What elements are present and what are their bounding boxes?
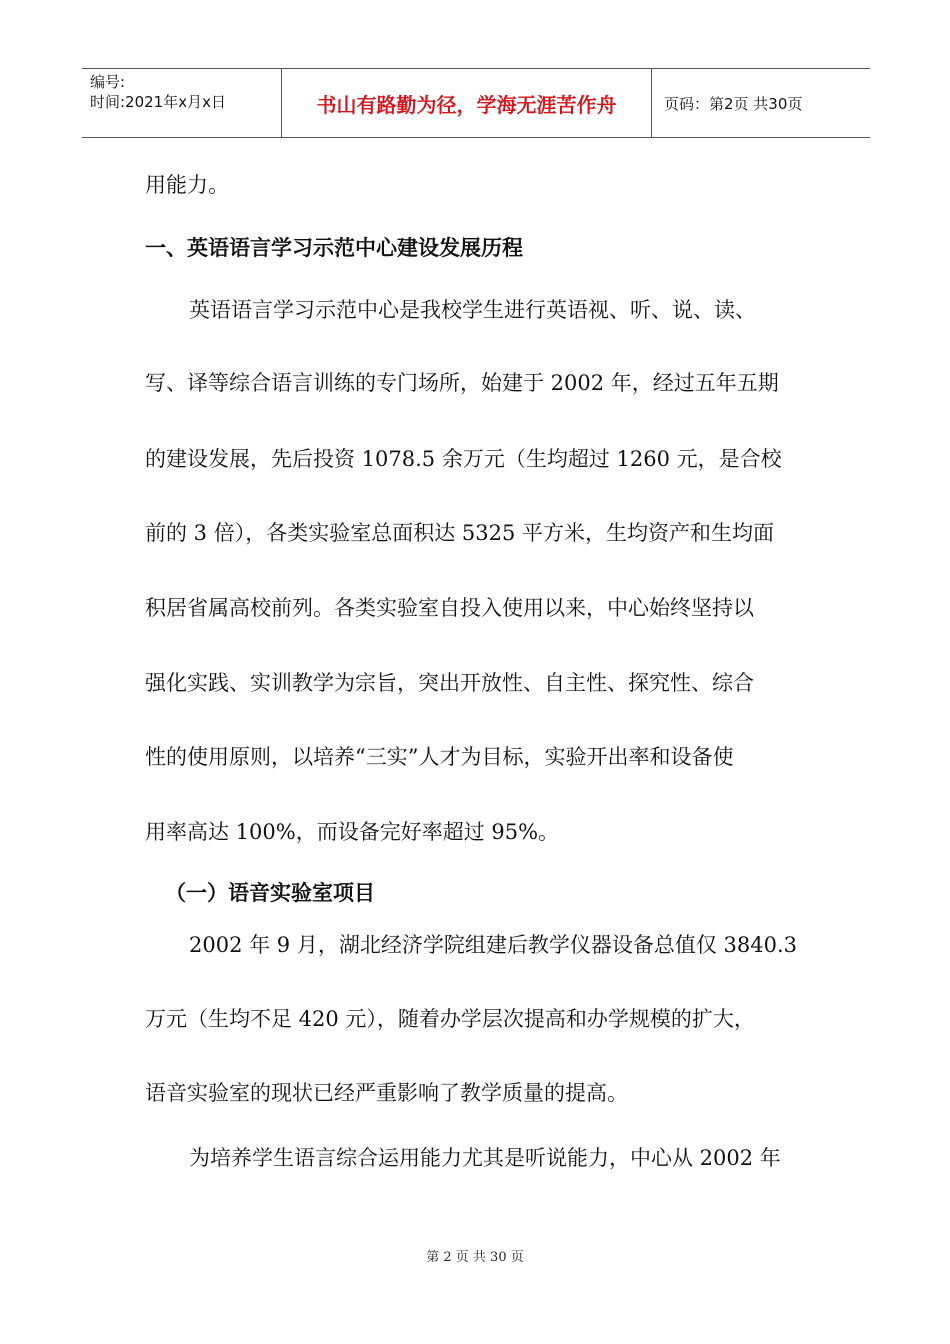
body-line: 强化实践、实训教学为宗旨，突出开放性、自主性、探究性、综合: [145, 671, 754, 695]
date-label: 时间:2021年x月x日: [90, 93, 226, 111]
body-line: 写、译等综合语言训练的专门场所，始建于 2002 年，经过五年五期: [145, 371, 779, 395]
header-table: [82, 68, 870, 138]
header-meta-cell: [82, 69, 282, 137]
body-line: 用能力。: [145, 173, 229, 197]
body-line: 语音实验室的现状已经严重影响了教学质量的提高。: [145, 1081, 628, 1105]
body-line: 用率高达 100%，而设备完好率超过 95%。: [145, 820, 560, 844]
header-motto: 书山有路勤为径，学海无涯苦作舟: [282, 69, 652, 137]
body-line: 的建设发展，先后投资 1078.5 余万元（生均超过 1260 元，是合校: [145, 447, 782, 471]
body-line: 前的 3 倍），各类实验室总面积达 5325 平方米，生均资产和生均面: [145, 521, 775, 545]
page-footer: 第 2 页 共 30 页: [426, 1250, 524, 1265]
header-page-info: 页码：第2页 共30页: [664, 94, 803, 113]
section-heading: 一、英语语言学习示范中心建设发展历程: [145, 236, 523, 260]
body-line: 英语语言学习示范中心是我校学生进行英语视、听、说、读、: [189, 298, 756, 322]
body-line: 性的使用原则，以培养“三实”人才为目标，实验开出率和设备使: [145, 745, 734, 769]
number-label: 编号:: [90, 73, 126, 91]
body-line: 积居省属高校前列。各类实验室自投入使用以来，中心始终坚持以: [145, 596, 754, 620]
body-line: 为培养学生语言综合运用能力尤其是听说能力，中心从 2002 年: [189, 1146, 781, 1170]
subsection-heading: （一）语音实验室项目: [165, 881, 375, 905]
body-line: 万元（生均不足 420 元），随着办学层次提高和办学规模的扩大，: [145, 1007, 755, 1031]
body-line: 2002 年 9 月，湖北经济学院组建后教学仪器设备总值仅 3840.3: [189, 933, 797, 957]
